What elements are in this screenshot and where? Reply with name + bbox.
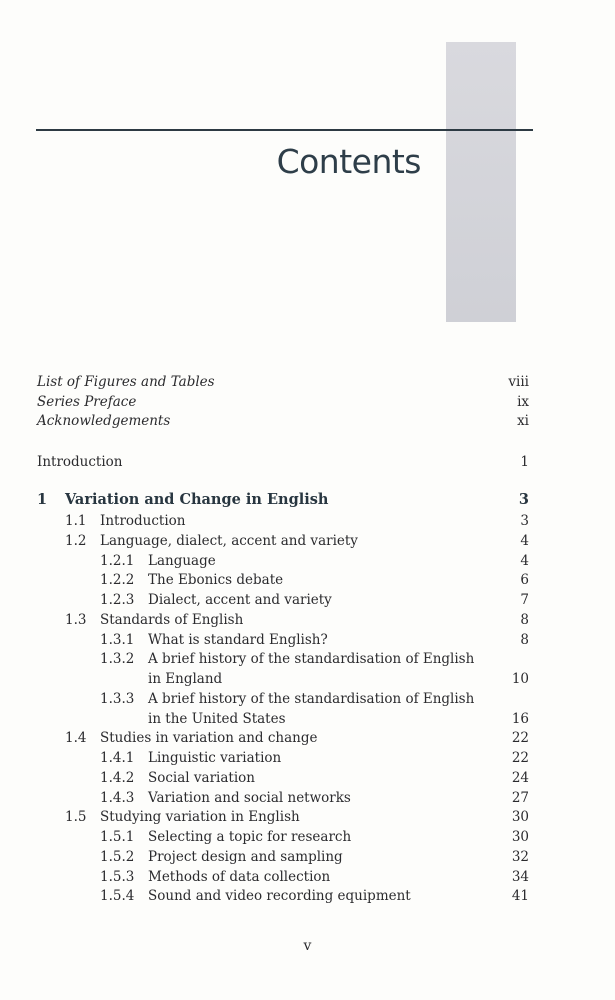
toc-entry-page: ix	[517, 394, 529, 410]
toc-entry-text: in the United States	[148, 710, 286, 727]
toc-entry-number: 1.4	[65, 730, 87, 747]
toc-entry-text: Studying variation in English	[100, 809, 300, 826]
toc-entry-continuation[interactable]	[0, 709, 615, 729]
toc-entry-page: 27	[511, 789, 529, 806]
toc-entry-text: Sound and video recording equipment	[148, 888, 411, 905]
toc-entry-number: 1.3	[65, 611, 87, 628]
toc-entry-text: Introduction	[37, 454, 123, 470]
toc-entry-number: 1.5.1	[100, 829, 135, 845]
toc-entry[interactable]	[0, 689, 615, 709]
toc-entry-page: 22	[511, 750, 529, 766]
toc-entry[interactable]	[0, 768, 615, 788]
chapter-number: 1	[37, 491, 48, 508]
toc-entry[interactable]	[0, 511, 615, 531]
toc-entry[interactable]	[0, 649, 615, 669]
toc-entry-page: 41	[511, 888, 529, 905]
toc-entry-text: Acknowledgements	[37, 413, 171, 429]
toc-entry-number: 1.5.4	[100, 888, 135, 905]
toc-entry[interactable]	[0, 807, 615, 827]
toc-entry-number: 1.5	[65, 809, 87, 826]
toc-entry-page: 8	[520, 631, 529, 648]
toc-entry-page: 30	[511, 829, 529, 845]
toc-entry-number: 1.3.3	[100, 690, 135, 707]
toc-entry-page: 1	[520, 454, 529, 470]
toc-entry-page: 6	[520, 572, 529, 589]
toc-entry-number: 1.4.2	[100, 769, 135, 786]
toc-entry-text: A brief history of the standardisation of English	[148, 690, 475, 707]
toc-entry-text: Dialect, accent and variety	[148, 592, 332, 608]
toc-entry[interactable]	[0, 728, 615, 748]
toc-entry-text: List of Figures and Tables	[37, 374, 215, 390]
toc-entry[interactable]	[0, 590, 615, 610]
toc-entry-page: 7	[520, 592, 529, 608]
toc-entry-text: The Ebonics debate	[148, 572, 284, 589]
toc-entry[interactable]	[0, 867, 615, 887]
toc-entry-page: 3	[520, 513, 529, 529]
toc-entry-page: 24	[511, 769, 529, 786]
toc-entry[interactable]	[0, 886, 615, 906]
toc-entry[interactable]	[0, 827, 615, 847]
toc-entry-text: Standards of English	[100, 611, 244, 628]
toc-entry[interactable]	[0, 788, 615, 808]
toc-entry-number: 1.1	[65, 513, 87, 529]
toc-entry-number: 1.3.2	[100, 651, 135, 668]
toc-entry-number: 1.2.3	[100, 592, 135, 608]
toc-entry-page: 4	[520, 532, 529, 549]
toc-entry-page: 4	[520, 552, 529, 569]
toc-entry-number: 1.2.1	[100, 552, 135, 569]
toc-entry-introduction[interactable]	[0, 452, 615, 472]
toc-entry-page: viii	[508, 374, 529, 390]
toc-entry-series-preface[interactable]	[0, 392, 615, 412]
toc-entry-text: What is standard English?	[148, 631, 328, 648]
toc-entry-page: 10	[511, 671, 529, 687]
page-number: v	[303, 938, 312, 954]
toc-entry[interactable]	[0, 748, 615, 768]
toc-entry-text: Series Preface	[37, 394, 137, 410]
toc-entry[interactable]	[0, 630, 615, 650]
toc-chapter-1[interactable]	[0, 490, 615, 510]
page-title: Contents	[276, 142, 421, 181]
toc-entry-page: 22	[511, 730, 529, 747]
toc-entry-text: Linguistic variation	[148, 750, 282, 766]
toc-entry[interactable]	[0, 610, 615, 630]
toc-entry-number: 1.2	[65, 532, 87, 549]
toc-entry-page: 32	[511, 848, 529, 865]
toc-entry-text: Language	[148, 552, 216, 569]
toc-entry-text: A brief history of the standardisation of English	[148, 651, 475, 668]
toc-entry-continuation[interactable]	[0, 669, 615, 689]
toc-entry-text: Project design and sampling	[148, 848, 343, 865]
toc-entry-page: 8	[520, 611, 529, 628]
title-rule	[36, 129, 533, 131]
toc-entry-text: Introduction	[100, 513, 186, 529]
toc-entry[interactable]	[0, 847, 615, 867]
toc-entry-number: 1.5.3	[100, 868, 135, 885]
toc-entry-text: Language, dialect, accent and variety	[100, 532, 358, 549]
toc-entry-text: Social variation	[148, 769, 255, 786]
chapter-title: Variation and Change in English	[65, 491, 329, 508]
toc-entry-page: 16	[511, 710, 529, 727]
toc-entry-acknowledgements[interactable]	[0, 411, 615, 431]
toc-entry-number: 1.4.3	[100, 789, 135, 806]
toc-entry[interactable]	[0, 551, 615, 571]
toc-entry-text: Variation and social networks	[148, 789, 351, 806]
chapter-page: 3	[518, 491, 529, 508]
decorative-grey-band	[446, 42, 516, 322]
toc-entry-text: Methods of data collection	[148, 868, 331, 885]
toc-entry-number: 1.3.1	[100, 631, 135, 648]
toc-entry-page: 30	[511, 809, 529, 826]
toc-entry-page: xi	[517, 413, 529, 429]
toc-entry-number: 1.5.2	[100, 848, 135, 865]
toc-entry-list-of-figures[interactable]	[0, 372, 615, 392]
toc-entry-text: Selecting a topic for research	[148, 829, 352, 845]
toc-entry[interactable]	[0, 531, 615, 551]
toc-entry-text: Studies in variation and change	[100, 730, 318, 747]
toc-entry-text: in England	[148, 671, 223, 687]
toc-entry-number: 1.4.1	[100, 750, 135, 766]
toc-entry-page: 34	[511, 868, 529, 885]
toc-entry-number: 1.2.2	[100, 572, 135, 589]
toc-entry[interactable]	[0, 570, 615, 590]
